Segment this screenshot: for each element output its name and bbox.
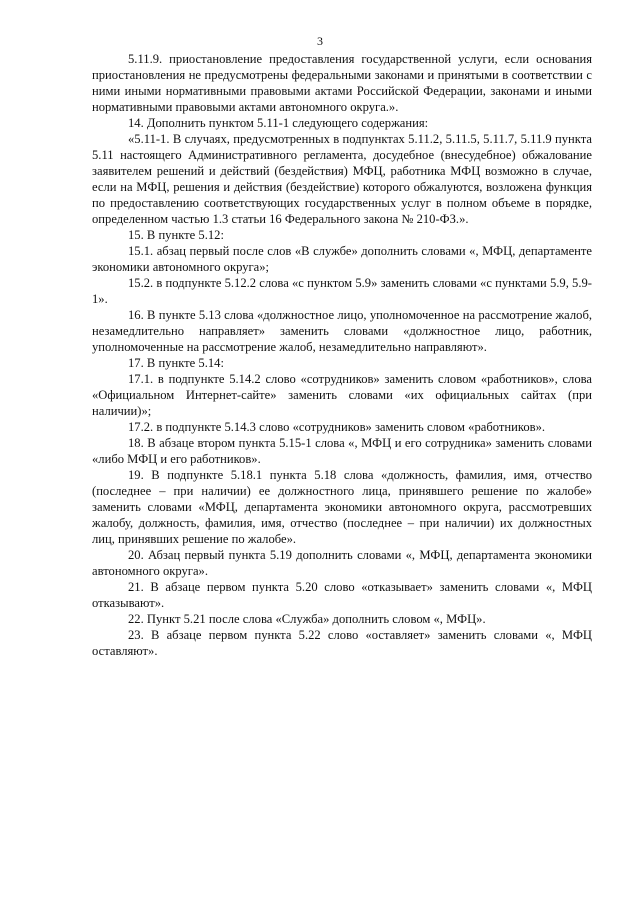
- paragraph-5-11-9: 5.11.9. приостановление предоставления государственной услуги, если основания приостановления не предусмотрены федеральными законами и принятыми в соответствии с ними иными нормативными правовыми актами Российской Федерации, законами и иными нормативными правовыми актами автономного округа.».: [92, 52, 592, 114]
- paragraph-5-11-1-quote: «5.11-1. В случаях, предусмотренных в подпунктах 5.11.2, 5.11.5, 5.11.7, 5.11.9 пункта 5.11 настоящего Административного регламента, досудебное (внесудебное) обжалование заявителем решений и действий (бездействия) МФЦ, работника МФЦ возможно в случае, если на МФЦ, решения и действия (бездействие) которого обжалуются, возложена функция по предоставлению соответствующих государственных услуг в полном объеме в порядке, определенном частью 1.3 статьи 16 Федерального закона № 210-ФЗ.».: [92, 132, 592, 226]
- document-body: [92, 51, 592, 659]
- paragraph-19: 19. В подпункте 5.18.1 пункта 5.18 слова «должность, фамилия, имя, отчество (последнее – при наличии) ее должностного лица, принявшего решение по жалобе» заменить словами «МФЦ, департамента экономики автономного округа, рассмотревших жалобу, должность, фамилия, имя, отчество (последнее – при наличии) их должностных лиц, принявших решение по жалобе».: [92, 468, 592, 546]
- paragraph-22: 22. Пункт 5.21 после слова «Служба» дополнить словом «, МФЦ».: [128, 612, 486, 626]
- paragraph-23: 23. В абзаце первом пункта 5.22 слово «оставляет» заменить словами «, МФЦ оставляют».: [92, 628, 592, 658]
- paragraph-17: 17. В пункте 5.14:: [128, 356, 224, 370]
- paragraph-15-2: 15.2. в подпункте 5.12.2 слова «с пунктом 5.9» заменить словами «с пунктами 5.9, 5.9-1».: [92, 276, 592, 306]
- paragraph-14: 14. Дополнить пунктом 5.11-1 следующего содержания:: [128, 116, 429, 130]
- paragraph-15-1: 15.1. абзац первый после слов «В службе» дополнить словами «, МФЦ, департаменте экономики автономного округа»;: [92, 244, 592, 274]
- paragraph-20: 20. Абзац первый пункта 5.19 дополнить словами «, МФЦ, департамента экономики автономного округа».: [92, 548, 592, 578]
- paragraph-18: 18. В абзаце втором пункта 5.15-1 слова «, МФЦ и его сотрудника» заменить словами «либо МФЦ и его работников».: [92, 436, 592, 466]
- paragraph-16: 16. В пункте 5.13 слова «должностное лицо, уполномоченное на рассмотрение жалоб, незамедлительно направляет» заменить словами «должностное лицо, работник, уполномоченные на рассмотрение жалоб, незамедлительно направляют».: [92, 308, 592, 354]
- paragraph-21: 21. В абзаце первом пункта 5.20 слово «отказывает» заменить словами «, МФЦ отказывают».: [92, 580, 592, 610]
- page-number: 3: [317, 34, 323, 48]
- paragraph-15: 15. В пункте 5.12:: [128, 228, 224, 242]
- paragraph-17-2: 17.2. в подпункте 5.14.3 слово «сотрудников» заменить словом «работников».: [128, 420, 546, 434]
- paragraph-17-1: 17.1. в подпункте 5.14.2 слово «сотрудников» заменить словом «работников», слова «Официальном Интернет-сайте» заменить словами «их официальных сайтах (при наличии)»;: [92, 372, 592, 418]
